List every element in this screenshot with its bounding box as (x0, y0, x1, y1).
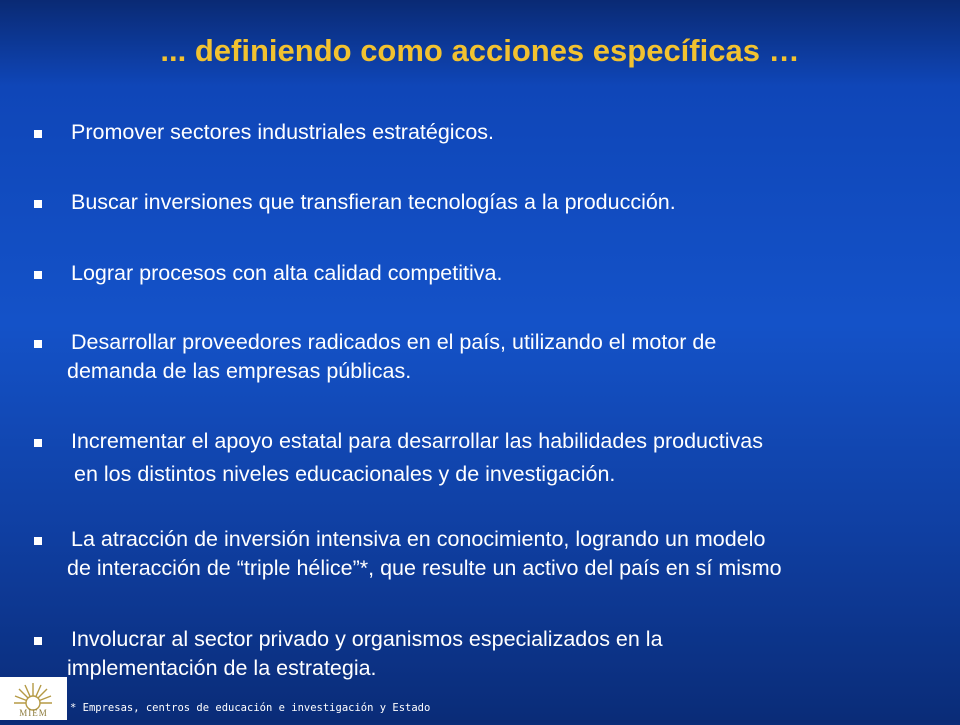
miem-logo (0, 677, 67, 720)
bullet-text: Incrementar el apoyo estatal para desarrollar las habilidades productivas (71, 429, 763, 453)
bullet-item (34, 427, 954, 489)
bullet-square-icon (34, 637, 42, 645)
bullet-text: Desarrollar proveedores radicados en el país, utilizando el motor de (71, 330, 717, 354)
bullet-item (34, 188, 954, 217)
bullet-text-continuation: implementación de la estrategia. (67, 656, 377, 680)
bullet-item (34, 625, 954, 683)
bullet-square-icon (34, 200, 42, 208)
bullet-text-continuation: en los distintos niveles educacionales y de investigación. (74, 462, 616, 486)
bullet-square-icon (34, 130, 42, 138)
bullet-item (34, 118, 954, 147)
slide-title: ... definiendo como acciones específicas … (160, 33, 800, 68)
bullet-square-icon (34, 340, 42, 348)
bullet-item (34, 525, 954, 583)
footnote: * Empresas, centros de educación e investigación y Estado (70, 702, 431, 714)
bullet-item (34, 328, 954, 386)
bullet-text: Buscar inversiones que transfieran tecnologías a la producción. (71, 190, 676, 214)
bullet-square-icon (34, 439, 42, 447)
bullet-item (34, 259, 954, 288)
bullet-text: Lograr procesos con alta calidad competitiva. (71, 261, 503, 285)
logo-text: MIEM (19, 708, 48, 718)
bullet-square-icon (34, 271, 42, 279)
bullet-text-continuation: demanda de las empresas públicas. (67, 359, 412, 383)
bullet-text-continuation: de interacción de “triple hélice”*, que resulte un activo del país en sí mismo (67, 556, 782, 580)
bullet-text: Involucrar al sector privado y organismos especializados en la (71, 627, 663, 651)
bullet-text: Promover sectores industriales estratégicos. (71, 120, 495, 144)
bullet-text: La atracción de inversión intensiva en conocimiento, logrando un modelo (71, 527, 766, 551)
bullet-square-icon (34, 537, 42, 545)
